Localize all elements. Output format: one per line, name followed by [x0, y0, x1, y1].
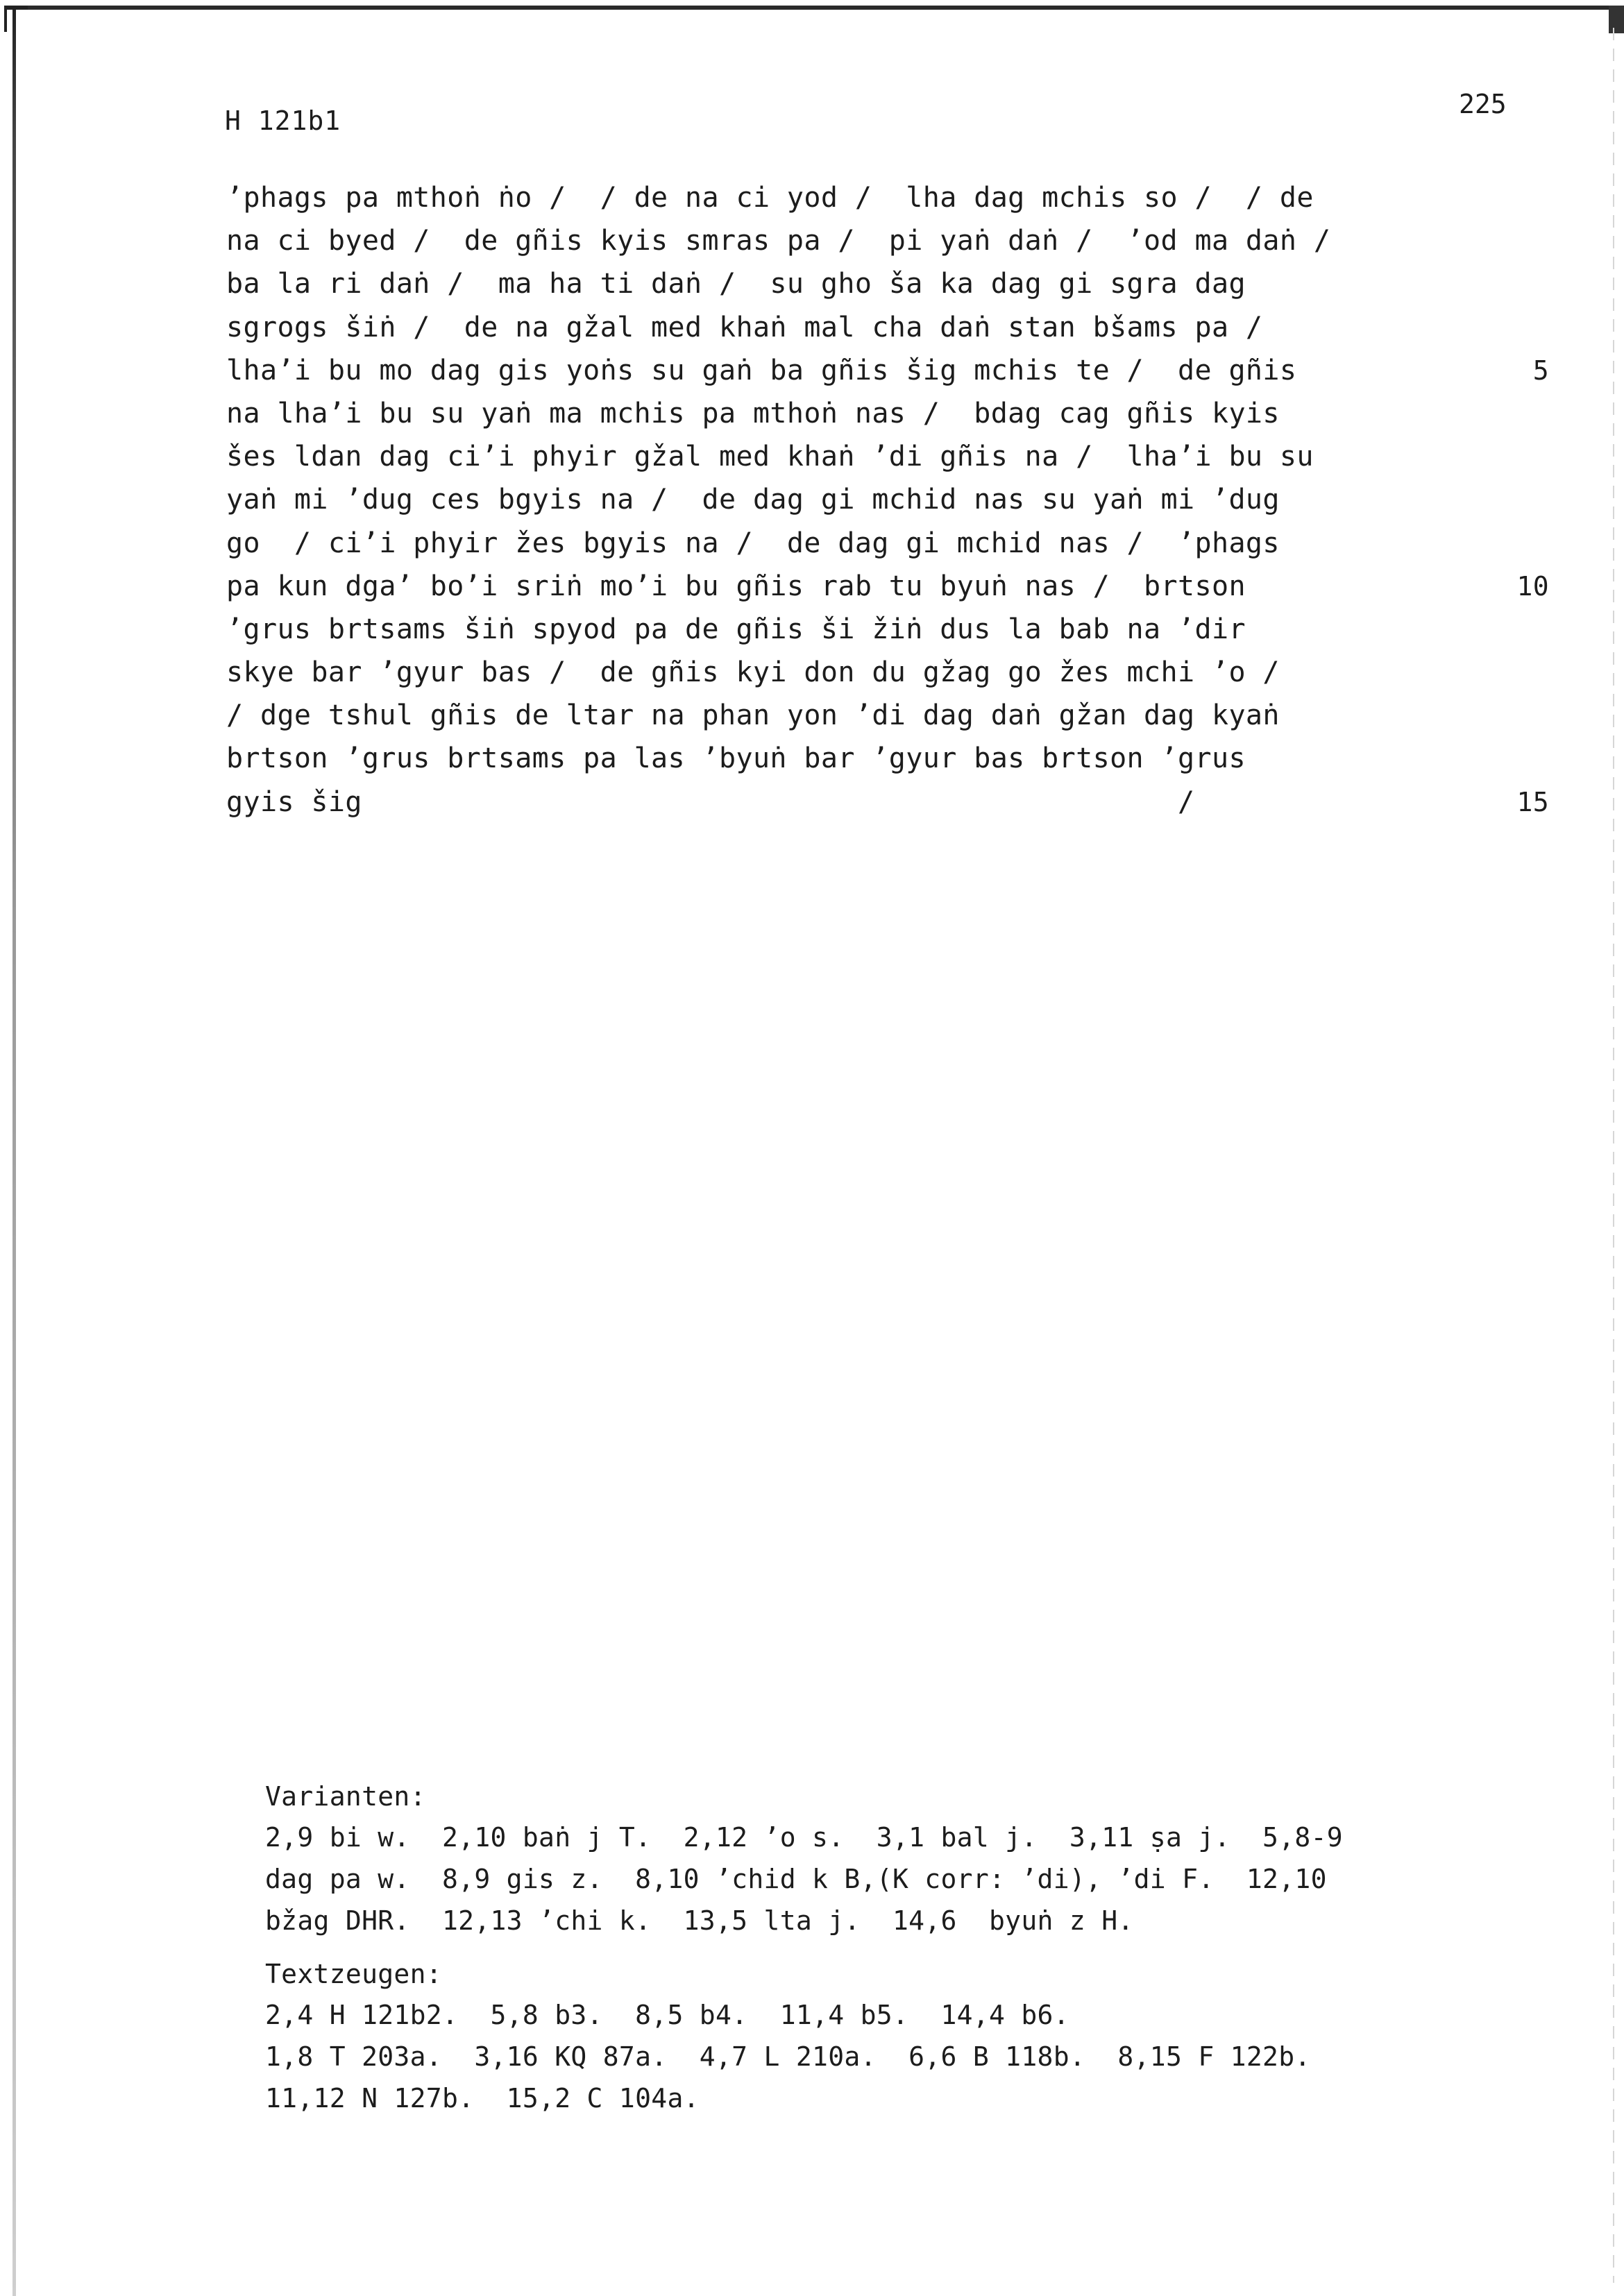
text-line-5: [226, 349, 1549, 392]
page-number: 225: [1459, 89, 1507, 119]
witnesses-section: [265, 1954, 1514, 2119]
text-line-12: [226, 651, 1517, 694]
text-line-13: [226, 694, 1517, 737]
line-text: na lha’i bu su yaṅ ma mchis pa mthoṅ nas / bdag cag gñis kyis: [226, 397, 1280, 430]
line-text: go / ci’i phyir žes bgyis na / de dag gi mchid nas / ’phags: [226, 527, 1280, 559]
main-text: [226, 176, 1549, 824]
variants-section: [265, 1776, 1514, 1941]
witnesses-line: 1,8 T 203a. 3,16 KQ 87a. 4,7 L 210a. 6,6 B 118b. 8,15 F 122b.: [265, 2041, 1311, 2072]
variants-line: dag pa w. 8,9 gis z. 8,10 ’chid k B,(K corr: ’di), ’di F. 12,10: [265, 1864, 1327, 1894]
witnesses-line: 2,4 H 121b2. 5,8 b3. 8,5 b4. 11,4 b5. 14,4 b6.: [265, 2000, 1069, 2030]
scan-edge-right: [1613, 28, 1614, 2283]
text-line-7: [226, 435, 1517, 478]
text-line-9: [226, 522, 1517, 565]
text-line-8: [226, 478, 1517, 521]
line-text: / dge tshul gñis de ltar na phan yon ’di dag daṅ gžan dag kyaṅ: [226, 699, 1280, 732]
running-head: H 121b1: [225, 105, 341, 136]
line-text: skye bar ’gyur bas / de gñis kyi don du gžag go žes mchi ’o /: [226, 656, 1280, 689]
apparatus: [265, 1776, 1514, 2132]
line-number: 15: [1516, 786, 1549, 817]
scan-edge-tick: [4, 6, 28, 32]
scan-edge-top: [10, 6, 1624, 10]
line-text: ’phags pa mthoṅ ṅo / / de na ci yod / lha dag mchis so / / de: [226, 182, 1314, 214]
line-text: lha’i bu mo dag gis yoṅs su gaṅ ba gñis šig mchis te / de gñis: [226, 354, 1297, 386]
line-text: ’grus brtsams šiṅ spyod pa de gñis ši žiṅ dus la bab na ’dir: [226, 613, 1246, 645]
line-text: pa kun dga’ bo’i sriṅ mo’i bu gñis rab tu byuṅ nas / brtson: [226, 570, 1246, 602]
line-number: 5: [1532, 355, 1549, 386]
witnesses-heading: Textzeugen:: [265, 1959, 442, 1989]
variants-line: bžag DHR. 12,13 ’chi k. 13,5 lta j. 14,6 byuṅ z H.: [265, 1905, 1134, 1936]
text-line-6: [226, 392, 1517, 435]
line-text: brtson ’grus brtsams pa las ’byuṅ bar ’gyur bas brtson ’grus: [226, 742, 1246, 775]
line-number: 10: [1516, 570, 1549, 602]
line-text: gyis šig /: [226, 785, 1195, 818]
variants-heading: Varianten:: [265, 1781, 426, 1812]
witnesses-line: 11,12 N 127b. 15,2 C 104a.: [265, 2083, 700, 2114]
text-line-15: [226, 781, 1549, 824]
line-text: yaṅ mi ’dug ces bgyis na / de dag gi mchid nas su yaṅ mi ’dug: [226, 484, 1280, 516]
text-line-3: [226, 262, 1517, 305]
text-line-4: [226, 306, 1517, 349]
scan-edge-corner: [1609, 6, 1624, 33]
text-line-11: [226, 608, 1517, 651]
line-text: sgrogs šiṅ / de na gžal med khaṅ mal cha daṅ stan bšams pa /: [226, 311, 1263, 343]
variants-line: 2,9 bi w. 2,10 baṅ j T. 2,12 ’o s. 3,1 bal j. 3,11 ṣa j. 5,8-9: [265, 1822, 1343, 1853]
scan-edge-left: [12, 6, 16, 2296]
text-line-2: [226, 219, 1517, 262]
text-line-1: [226, 176, 1517, 219]
line-text: na ci byed / de gñis kyis smras pa / pi yaṅ daṅ / ’od ma daṅ /: [226, 225, 1331, 257]
text-line-10: [226, 565, 1549, 608]
line-text: šes ldan dag ci’i phyir gžal med khaṅ ’di gñis na / lha’i bu su: [226, 441, 1314, 473]
text-line-14: [226, 737, 1517, 780]
line-text: ba la ri daṅ / ma ha ti daṅ / su gho ša ka dag gi sgra dag: [226, 268, 1246, 300]
